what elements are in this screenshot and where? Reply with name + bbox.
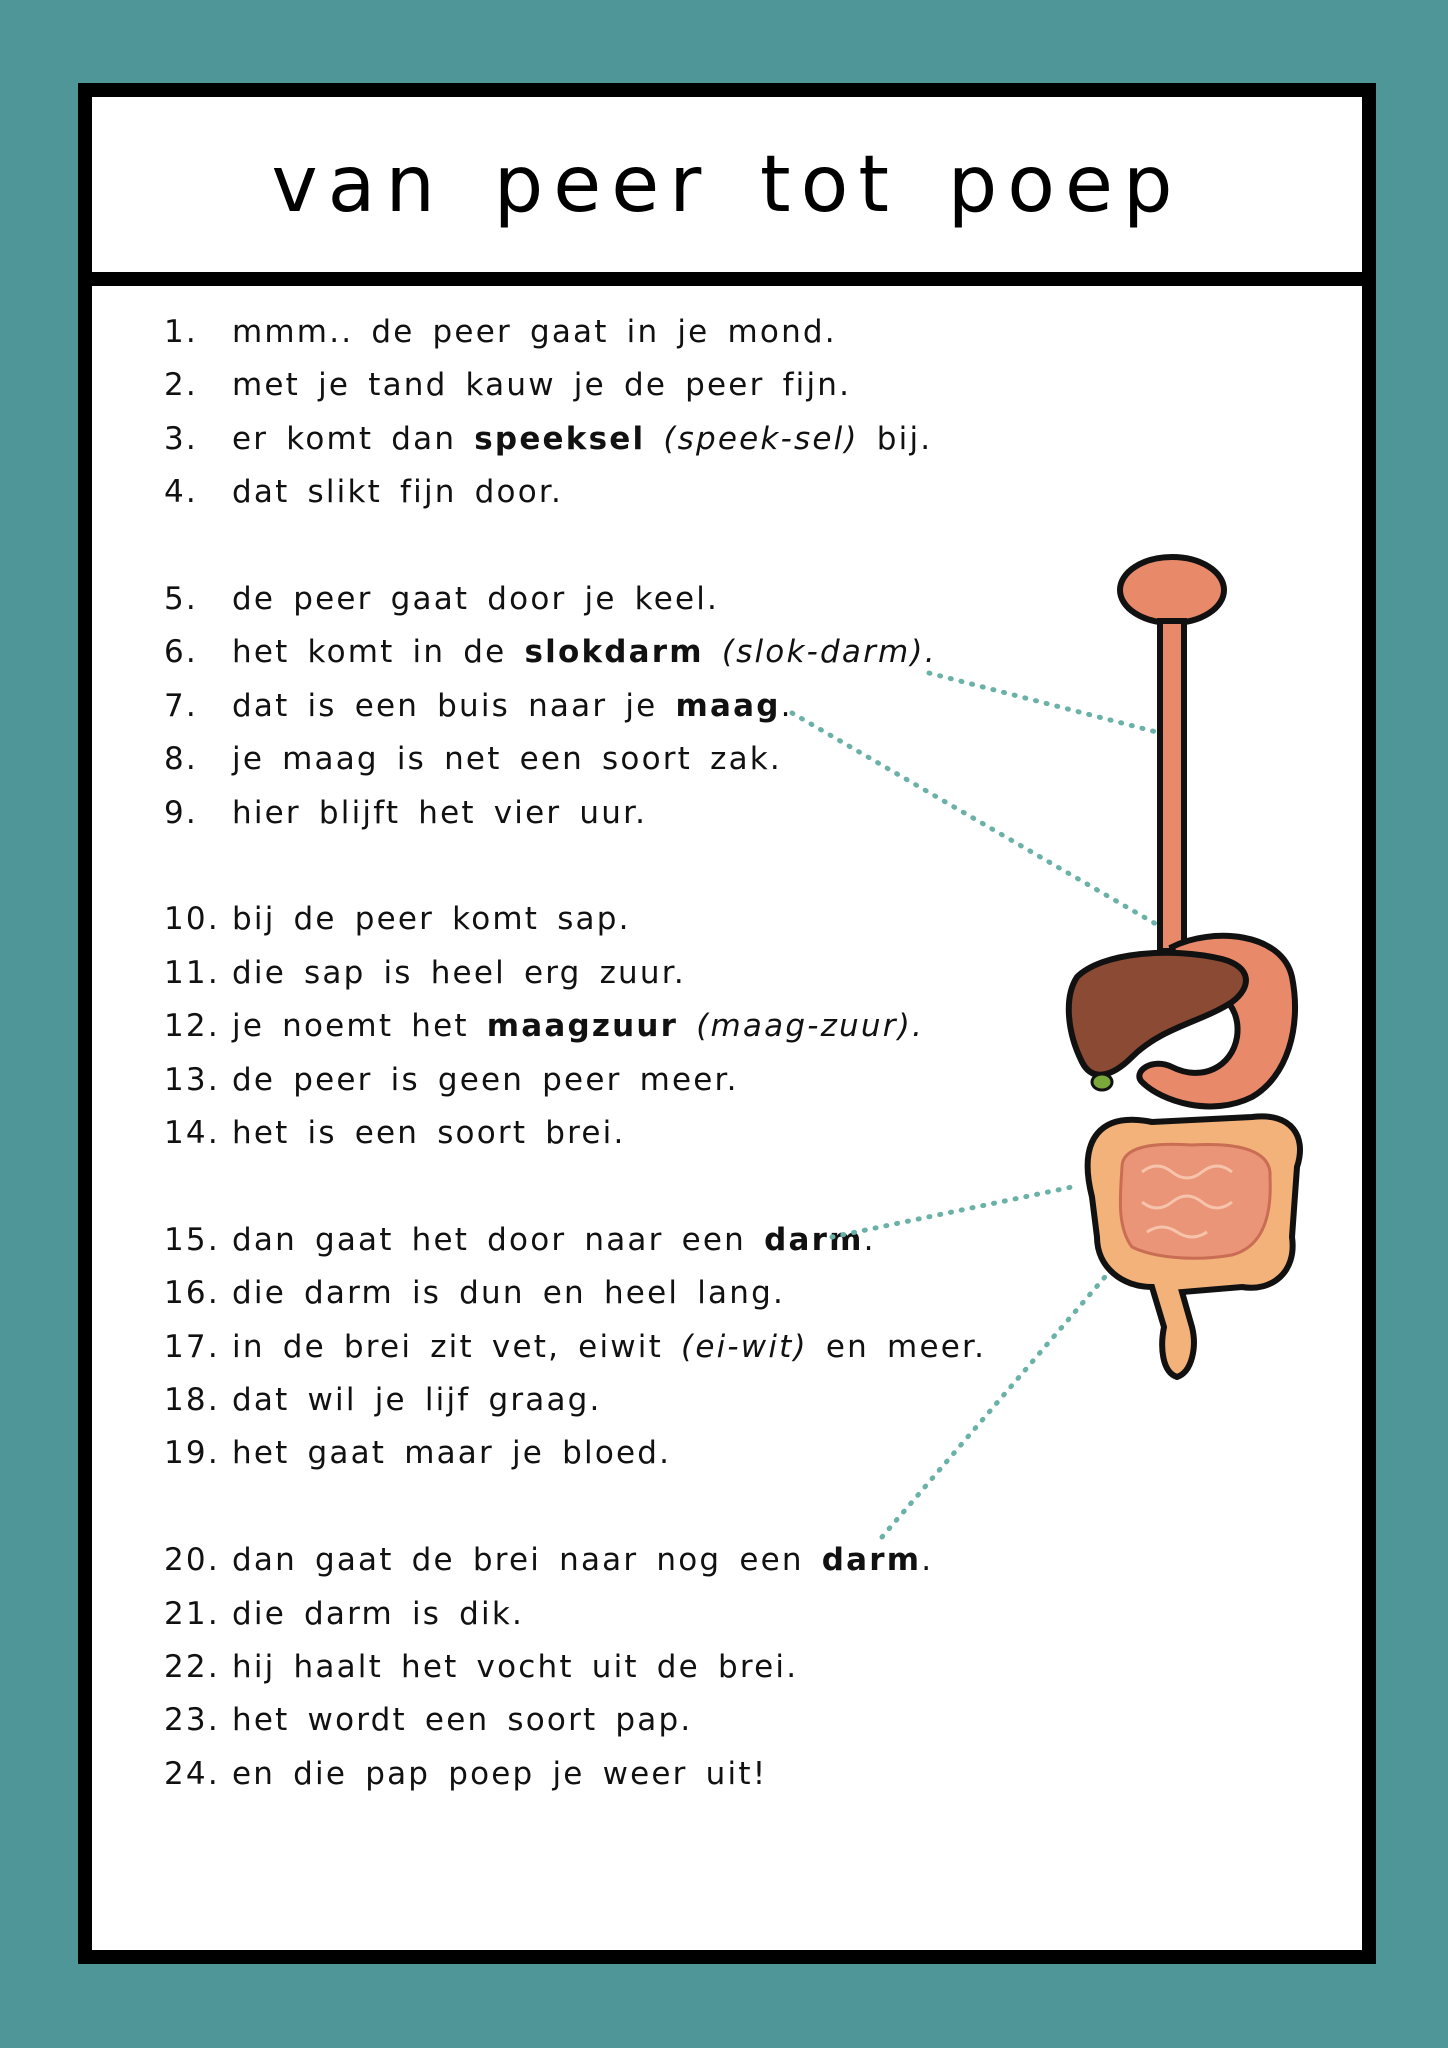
sentence-text [232,795,647,831]
sentence-line [164,1647,798,1687]
sentence-text [232,634,937,670]
sentence-line [164,1540,933,1580]
sentence-fragment: het wordt een soort pap. [232,1702,693,1739]
sentence-text [232,1222,876,1258]
sentence-fragment: mmm.. de peer gaat in je mond. [232,314,837,350]
pointer-maag [792,713,1168,931]
sentence-number: 9. [164,794,198,831]
sentence-fragment: hier blijft het vier uur. [232,794,648,831]
sentence-text [232,314,837,350]
sentence-line [164,579,719,619]
sentence-text [232,741,782,777]
sentence-text [232,1008,924,1044]
sentence-fragment: dat is een buis naar je [232,687,676,724]
sentence-line [164,686,793,726]
syllable-hint: (ei-wit) [681,1328,808,1365]
sentence-number: 10. [164,901,220,938]
sentence-line [164,312,837,352]
sentence-line [164,1273,785,1313]
sentence-fragment: dat slikt fijn door. [232,474,564,511]
key-term: slokdarm [524,634,704,671]
sentence-fragment: en die pap poep je weer uit! [232,1755,768,1792]
sentence-text [232,1062,739,1098]
sentence-number: 4. [164,474,198,511]
sentence-line [164,793,647,833]
sentence-fragment: dan gaat het door naar een [232,1221,765,1258]
sentence-fragment [645,421,663,457]
stomach-shape [1139,936,1295,1107]
sentence-text [232,901,631,937]
sentence-number: 19. [164,1435,220,1472]
sentence-text [232,1596,524,1632]
sentence-number: 24. [164,1755,220,1792]
sentence-text [232,1382,602,1418]
sentence-number: 21. [164,1595,220,1632]
sentence-text [232,688,793,724]
key-term: darm [821,1542,922,1579]
sentence-line [164,1754,767,1794]
esophagus-shape [1160,621,1184,951]
sentence-line [164,899,631,939]
sentence-fragment: hij haalt het vocht uit de brei. [232,1649,799,1685]
sentence-fragment: die sap is heel erg zuur. [232,954,686,991]
sentence-fragment: bij. [858,420,933,457]
sentence-fragment: het gaat maar je bloed. [232,1435,672,1472]
sentence-text [232,955,686,991]
sentence-fragment: . [863,1221,876,1258]
sentence-number: 8. [164,741,198,778]
sentence-fragment: bij de peer komt sap. [232,901,631,938]
sentence-text [232,581,719,617]
sentence-text [232,1275,785,1311]
sentence-number: 15. [164,1221,220,1258]
key-term: maagzuur [486,1008,679,1045]
sentence-text [232,1702,692,1738]
sentence-number: 22. [164,1649,220,1685]
sentence-number: 12. [164,1008,220,1045]
key-term: darm [764,1221,864,1258]
sentence-number: 18. [164,1382,220,1418]
sentence-line [164,365,851,405]
sentence-fragment: . [921,1542,934,1579]
sentence-fragment: die darm is dik. [232,1595,525,1632]
sentence-number: 7. [164,687,198,724]
sentence-number: 2. [164,367,198,404]
poster [78,83,1376,1964]
syllable-hint: (slok-darm). [721,634,937,671]
sentence-line [164,1006,924,1046]
sentence-text [232,1756,767,1792]
sentence-number: 5. [164,581,198,617]
sentence-line [164,632,937,672]
key-term: speeksel [474,420,646,457]
sentence-text [232,1649,798,1685]
sentence-fragment: het komt in de [232,634,525,671]
sentence-text [232,1329,986,1365]
sentence-text [232,1435,671,1471]
sentence-number: 14. [164,1115,220,1151]
sentence-line [164,419,932,459]
sentence-fragment: en meer. [807,1328,987,1365]
sentence-number: 16. [164,1275,220,1312]
sentence-line [164,1700,692,1740]
sentence-line [164,1433,671,1473]
sentence-line [164,472,563,512]
sentence-fragment: . [780,687,793,724]
syllable-hint: (maag-zuur). [696,1008,925,1045]
key-term: maag [675,687,781,724]
header [92,97,1362,286]
mouth-shape [1120,557,1224,623]
sentence-line [164,1380,602,1420]
sentence-text [232,1542,933,1578]
sentence-fragment [678,1008,696,1044]
syllable-hint: (speek-sel) [663,420,859,457]
pointer-lines [792,673,1168,1537]
sentence-number: 17. [164,1328,220,1365]
intestine-coils [1142,1166,1232,1237]
sentence-fragment: met je tand kauw je de peer fijn. [232,367,852,404]
sentence-fragment: de peer gaat door je keel. [232,581,720,617]
small-intestine-shape [1120,1144,1270,1258]
sentence-number: 13. [164,1061,220,1098]
sentence-number: 3. [164,420,198,457]
sentence-text [232,474,563,510]
sentence-number: 20. [164,1542,220,1579]
sentence-text [232,367,851,403]
page-title: van peer tot poep [271,139,1183,230]
sentence-line [164,1594,524,1634]
sentence-number: 23. [164,1702,220,1739]
pointer-dikke-darm [882,1257,1122,1537]
sentence-fragment: dan gaat de brei naar nog een [232,1542,822,1579]
sentence-number: 1. [164,314,198,350]
gallbladder-shape [1092,1074,1112,1090]
sentence-fragment: je maag is net een soort zak. [232,741,782,778]
sentence-fragment: het is een soort brei. [232,1115,626,1151]
sentence-text [232,421,932,457]
sentence-number: 11. [164,954,220,991]
sentence-number: 6. [164,634,198,671]
sentence-line [164,953,686,993]
sentence-fragment: de peer is geen peer meer. [232,1061,739,1098]
sentence-line [164,1113,626,1153]
sentence-fragment: die darm is dun en heel lang. [232,1275,786,1312]
sentence-text [232,1115,626,1151]
sentence-line [164,1060,739,1100]
sentence-fragment [704,634,722,670]
large-intestine-shape [1088,1116,1300,1377]
sentence-line [164,1327,986,1367]
sentence-fragment: in de brei zit vet, eiwit [232,1328,682,1365]
sentence-fragment: dat wil je lijf graag. [232,1382,602,1418]
sentence-line [164,739,782,779]
sentence-fragment: er komt dan [232,420,475,457]
sentence-fragment: je noemt het [232,1008,487,1045]
liver-shape [1069,953,1246,1075]
pointer-slokdarm [929,673,1168,735]
sentence-line [164,1220,876,1260]
